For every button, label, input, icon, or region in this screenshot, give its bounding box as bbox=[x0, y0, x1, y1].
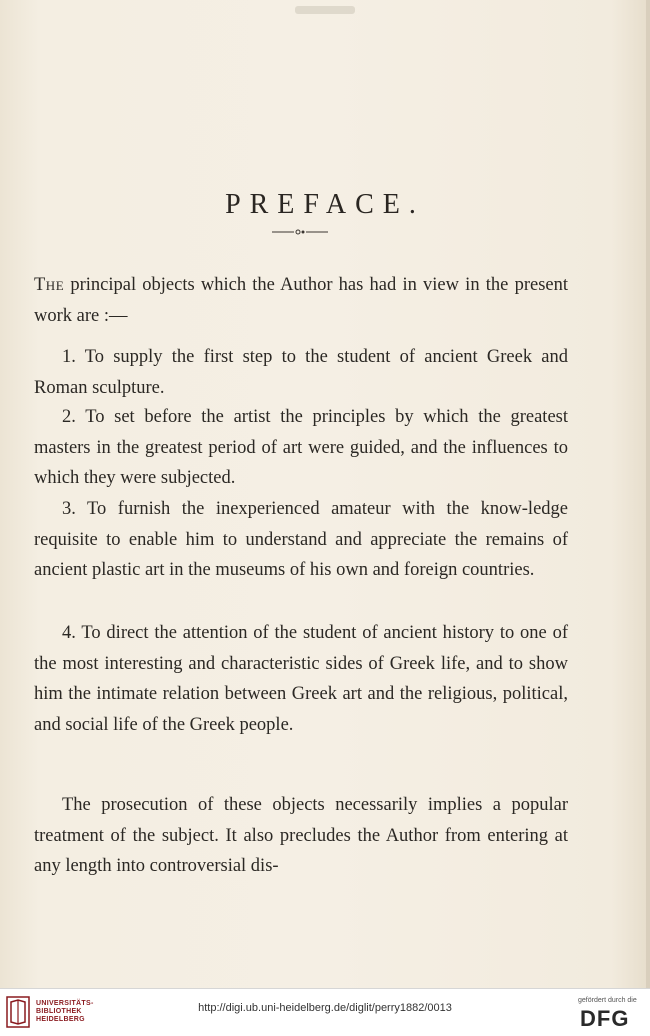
intro-text: principal objects which the Author has had in view in the present work are :— bbox=[34, 275, 568, 326]
digitization-footer bbox=[0, 988, 650, 1036]
funding-caption: gefördert durch die bbox=[578, 997, 637, 1004]
intro-smallcaps: The bbox=[34, 275, 65, 295]
library-line-1: UNIVERSITÄTS- bbox=[36, 1000, 94, 1007]
item-1: 1. To supply the first step to the student of ancient Greek and Roman sculpture. bbox=[34, 347, 568, 398]
item-2: 2. To set before the artist the principles by which the greatest masters in the greatest period of art were guided, and the influences to which they were subjected. bbox=[34, 407, 568, 488]
page-title: PREFACE. bbox=[225, 188, 425, 220]
ornament-divider-icon bbox=[270, 227, 330, 237]
closing-paragraph: The prosecution of these objects necessarily implies a popular treatment of the subject. It also precludes the Author from entering at any length into controversial dis- bbox=[34, 795, 568, 876]
permalink-url[interactable]: http://digi.ub.uni-heidelberg.de/diglit/perry1882/0013 bbox=[198, 1002, 452, 1014]
dfg-logo[interactable]: DFG bbox=[580, 1006, 630, 1031]
library-line-2: BIBLIOTHEK bbox=[36, 1008, 82, 1015]
intro-paragraph bbox=[34, 270, 568, 331]
item-4: 4. To direct the attention of the student of ancient history to one of the most interesting and characteristic sides of Greek life, and to show him the intimate relation between Greek art and the religious, political, and social life of the Greek people. bbox=[34, 623, 568, 735]
library-line-3: HEIDELBERG bbox=[36, 1016, 85, 1023]
item-3: 3. To furnish the inexperienced amateur with the know-ledge requisite to enable him to understand and appreciate the remains of ancient plastic art in the museums of his own and foreign countries. bbox=[34, 499, 568, 580]
faint-running-header bbox=[295, 6, 355, 14]
